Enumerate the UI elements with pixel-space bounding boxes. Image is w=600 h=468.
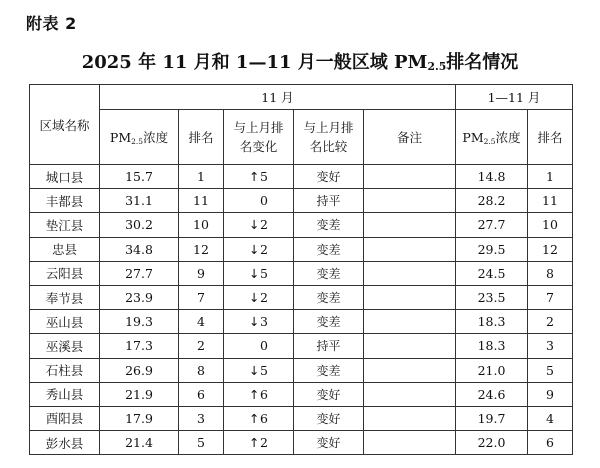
ytd-pm25-value: 21.0 [456,358,528,382]
ytd-rank-value: 11 [528,189,573,213]
region-name: 垫江县 [30,213,100,237]
region-name: 石柱县 [30,358,100,382]
title-suffix: 排名情况 [446,52,519,73]
region-name: 云阳县 [30,261,100,285]
ytd-pm25-value: 19.7 [456,406,528,430]
trend-arrow-icon: ↓ [249,265,260,281]
pm25-value: 21.4 [100,431,179,455]
table-row [30,358,573,382]
ytd-pm25-value: 24.5 [456,261,528,285]
col-remarks-header: 备注 [364,110,456,165]
rank-compare: 持平 [294,189,364,213]
rank-delta: 2 [260,435,268,451]
trend-arrow-icon: ↓ [249,290,260,306]
rank-change [224,406,294,430]
rank-change [224,189,294,213]
pm25-value: 17.3 [100,334,179,358]
ytd-rank-value: 1 [528,165,573,189]
col-region-header: 区域名称 [30,85,100,165]
rank-delta: 0 [260,193,268,209]
table-row [30,334,573,358]
pm-text: PM [109,129,132,145]
trend-arrow-icon: ↑ [249,169,260,185]
table-row [30,165,573,189]
change-header-line2: 名变化 [239,139,278,154]
table-row [30,382,573,406]
pm-suffix: 浓度 [143,129,169,145]
rank-change [224,213,294,237]
table-row [30,285,573,309]
ytd-pm25-value: 22.0 [456,431,528,455]
rank-change [224,382,294,406]
pm25-value: 19.3 [100,310,179,334]
ytd-rank-value: 9 [528,382,573,406]
rank-value: 5 [179,431,224,455]
rank-compare: 变差 [294,213,364,237]
ytd-rank-value: 5 [528,358,573,382]
col-change-header [224,110,294,165]
rank-delta: 3 [260,314,268,330]
rank-value: 6 [179,382,224,406]
rank-change [224,358,294,382]
rank-delta: 0 [260,338,268,354]
ytd-pm25-value: 24.6 [456,382,528,406]
ytd-rank-value: 6 [528,431,573,455]
col-rank-header: 排名 [179,110,224,165]
col-compare-header [294,110,364,165]
trend-arrow-icon: ↑ [249,435,260,451]
trend-arrow-icon: ↑ [249,410,260,426]
region-name: 秀山县 [30,382,100,406]
ytd-rank-value: 2 [528,310,573,334]
ytd-pm25-value: 27.7 [456,213,528,237]
rank-value: 4 [179,310,224,334]
table-row [30,237,573,261]
region-name: 丰都县 [30,189,100,213]
rank-delta: 2 [260,217,268,233]
ytd-rank-value: 8 [528,261,573,285]
remark-cell [364,334,456,358]
ytd-pm25-value: 14.8 [456,165,528,189]
header-row-groups [30,85,573,110]
trend-arrow-icon: ↓ [249,362,260,378]
pm25-value: 23.9 [100,285,179,309]
rank-value: 2 [179,334,224,358]
rank-change [224,165,294,189]
table-row [30,213,573,237]
rank-delta: 2 [260,241,268,257]
remark-cell [364,189,456,213]
page-title [0,48,600,74]
compare-header-line2: 名比较 [309,139,348,154]
ytd-pm-text: PM [462,129,484,145]
table-row [30,310,573,334]
ytd-rank-value: 10 [528,213,573,237]
col-ytd-pm25-header [456,110,528,165]
remark-cell [364,261,456,285]
trend-arrow-icon: ↓ [249,241,260,257]
rank-compare: 变差 [294,310,364,334]
change-header-line1: 与上月排 [233,120,284,135]
table-row [30,406,573,430]
pm25-value: 17.9 [100,406,179,430]
remark-cell [364,213,456,237]
rank-compare: 变差 [294,285,364,309]
rank-delta: 5 [260,169,268,185]
trend-arrow-icon: ↑ [249,386,260,402]
rank-value: 9 [179,261,224,285]
ytd-rank-value: 3 [528,334,573,358]
rank-compare: 变好 [294,165,364,189]
pm25-value: 34.8 [100,237,179,261]
rank-value: 7 [179,285,224,309]
rank-change [224,310,294,334]
rank-change [224,334,294,358]
trend-arrow-icon: ↓ [249,217,260,233]
rank-delta: 5 [260,362,268,378]
col-group-november: 11 月 [100,85,456,110]
col-pm25-header [100,110,179,165]
remark-cell [364,237,456,261]
ytd-pm-suffix: 浓度 [495,129,521,145]
remark-cell [364,406,456,430]
rank-compare: 持平 [294,334,364,358]
table-row [30,261,573,285]
rank-change [224,285,294,309]
remark-cell [364,165,456,189]
ytd-rank-value: 4 [528,406,573,430]
trend-arrow-icon: ↓ [249,314,260,330]
rank-change [224,237,294,261]
pm25-value: 21.9 [100,382,179,406]
ytd-pm25-value: 29.5 [456,237,528,261]
pm25-value: 27.7 [100,261,179,285]
pm-subscript: 2.5 [131,136,144,146]
table-row [30,189,573,213]
remark-cell [364,431,456,455]
remark-cell [364,285,456,309]
rank-value: 12 [179,237,224,261]
col-ytd-rank-header: 排名 [528,110,573,165]
region-name: 奉节县 [30,285,100,309]
ytd-pm25-value: 28.2 [456,189,528,213]
ytd-rank-value: 12 [528,237,573,261]
rank-value: 10 [179,213,224,237]
region-name: 城口县 [30,165,100,189]
title-subscript: 2.5 [427,60,447,73]
rank-delta: 5 [260,265,268,281]
region-name: 巫山县 [30,310,100,334]
pm25-value: 26.9 [100,358,179,382]
ytd-pm25-value: 18.3 [456,310,528,334]
pm25-ranking-table [29,84,573,455]
region-name: 酉阳县 [30,406,100,430]
rank-compare: 变差 [294,237,364,261]
rank-change [224,261,294,285]
remark-cell [364,358,456,382]
rank-compare: 变好 [294,406,364,430]
rank-compare: 变差 [294,261,364,285]
rank-delta: 2 [260,290,268,306]
pm25-value: 31.1 [100,189,179,213]
remark-cell [364,382,456,406]
remark-cell [364,310,456,334]
appendix-label: 附表 2 [26,14,77,33]
table-row [30,431,573,455]
compare-header-line1: 与上月排 [303,120,354,135]
rank-delta: 6 [260,386,268,402]
rank-compare: 变差 [294,358,364,382]
region-name: 忠县 [30,237,100,261]
region-name: 巫溪县 [30,334,100,358]
rank-value: 8 [179,358,224,382]
rank-value: 11 [179,189,224,213]
rank-compare: 变好 [294,382,364,406]
rank-value: 3 [179,406,224,430]
ytd-pm-subscript: 2.5 [483,136,496,146]
rank-change [224,431,294,455]
pm25-value: 15.7 [100,165,179,189]
pm25-value: 30.2 [100,213,179,237]
region-name: 彭水县 [30,431,100,455]
rank-value: 1 [179,165,224,189]
rank-delta: 6 [260,410,268,426]
ytd-pm25-value: 23.5 [456,285,528,309]
rank-compare: 变好 [294,431,364,455]
ytd-rank-value: 7 [528,285,573,309]
ytd-pm25-value: 18.3 [456,334,528,358]
col-group-ytd: 1—11 月 [456,85,573,110]
title-prefix: 2025 年 11 月和 1—11 月一般区域 PM [81,52,428,73]
header-row-columns [30,110,573,165]
